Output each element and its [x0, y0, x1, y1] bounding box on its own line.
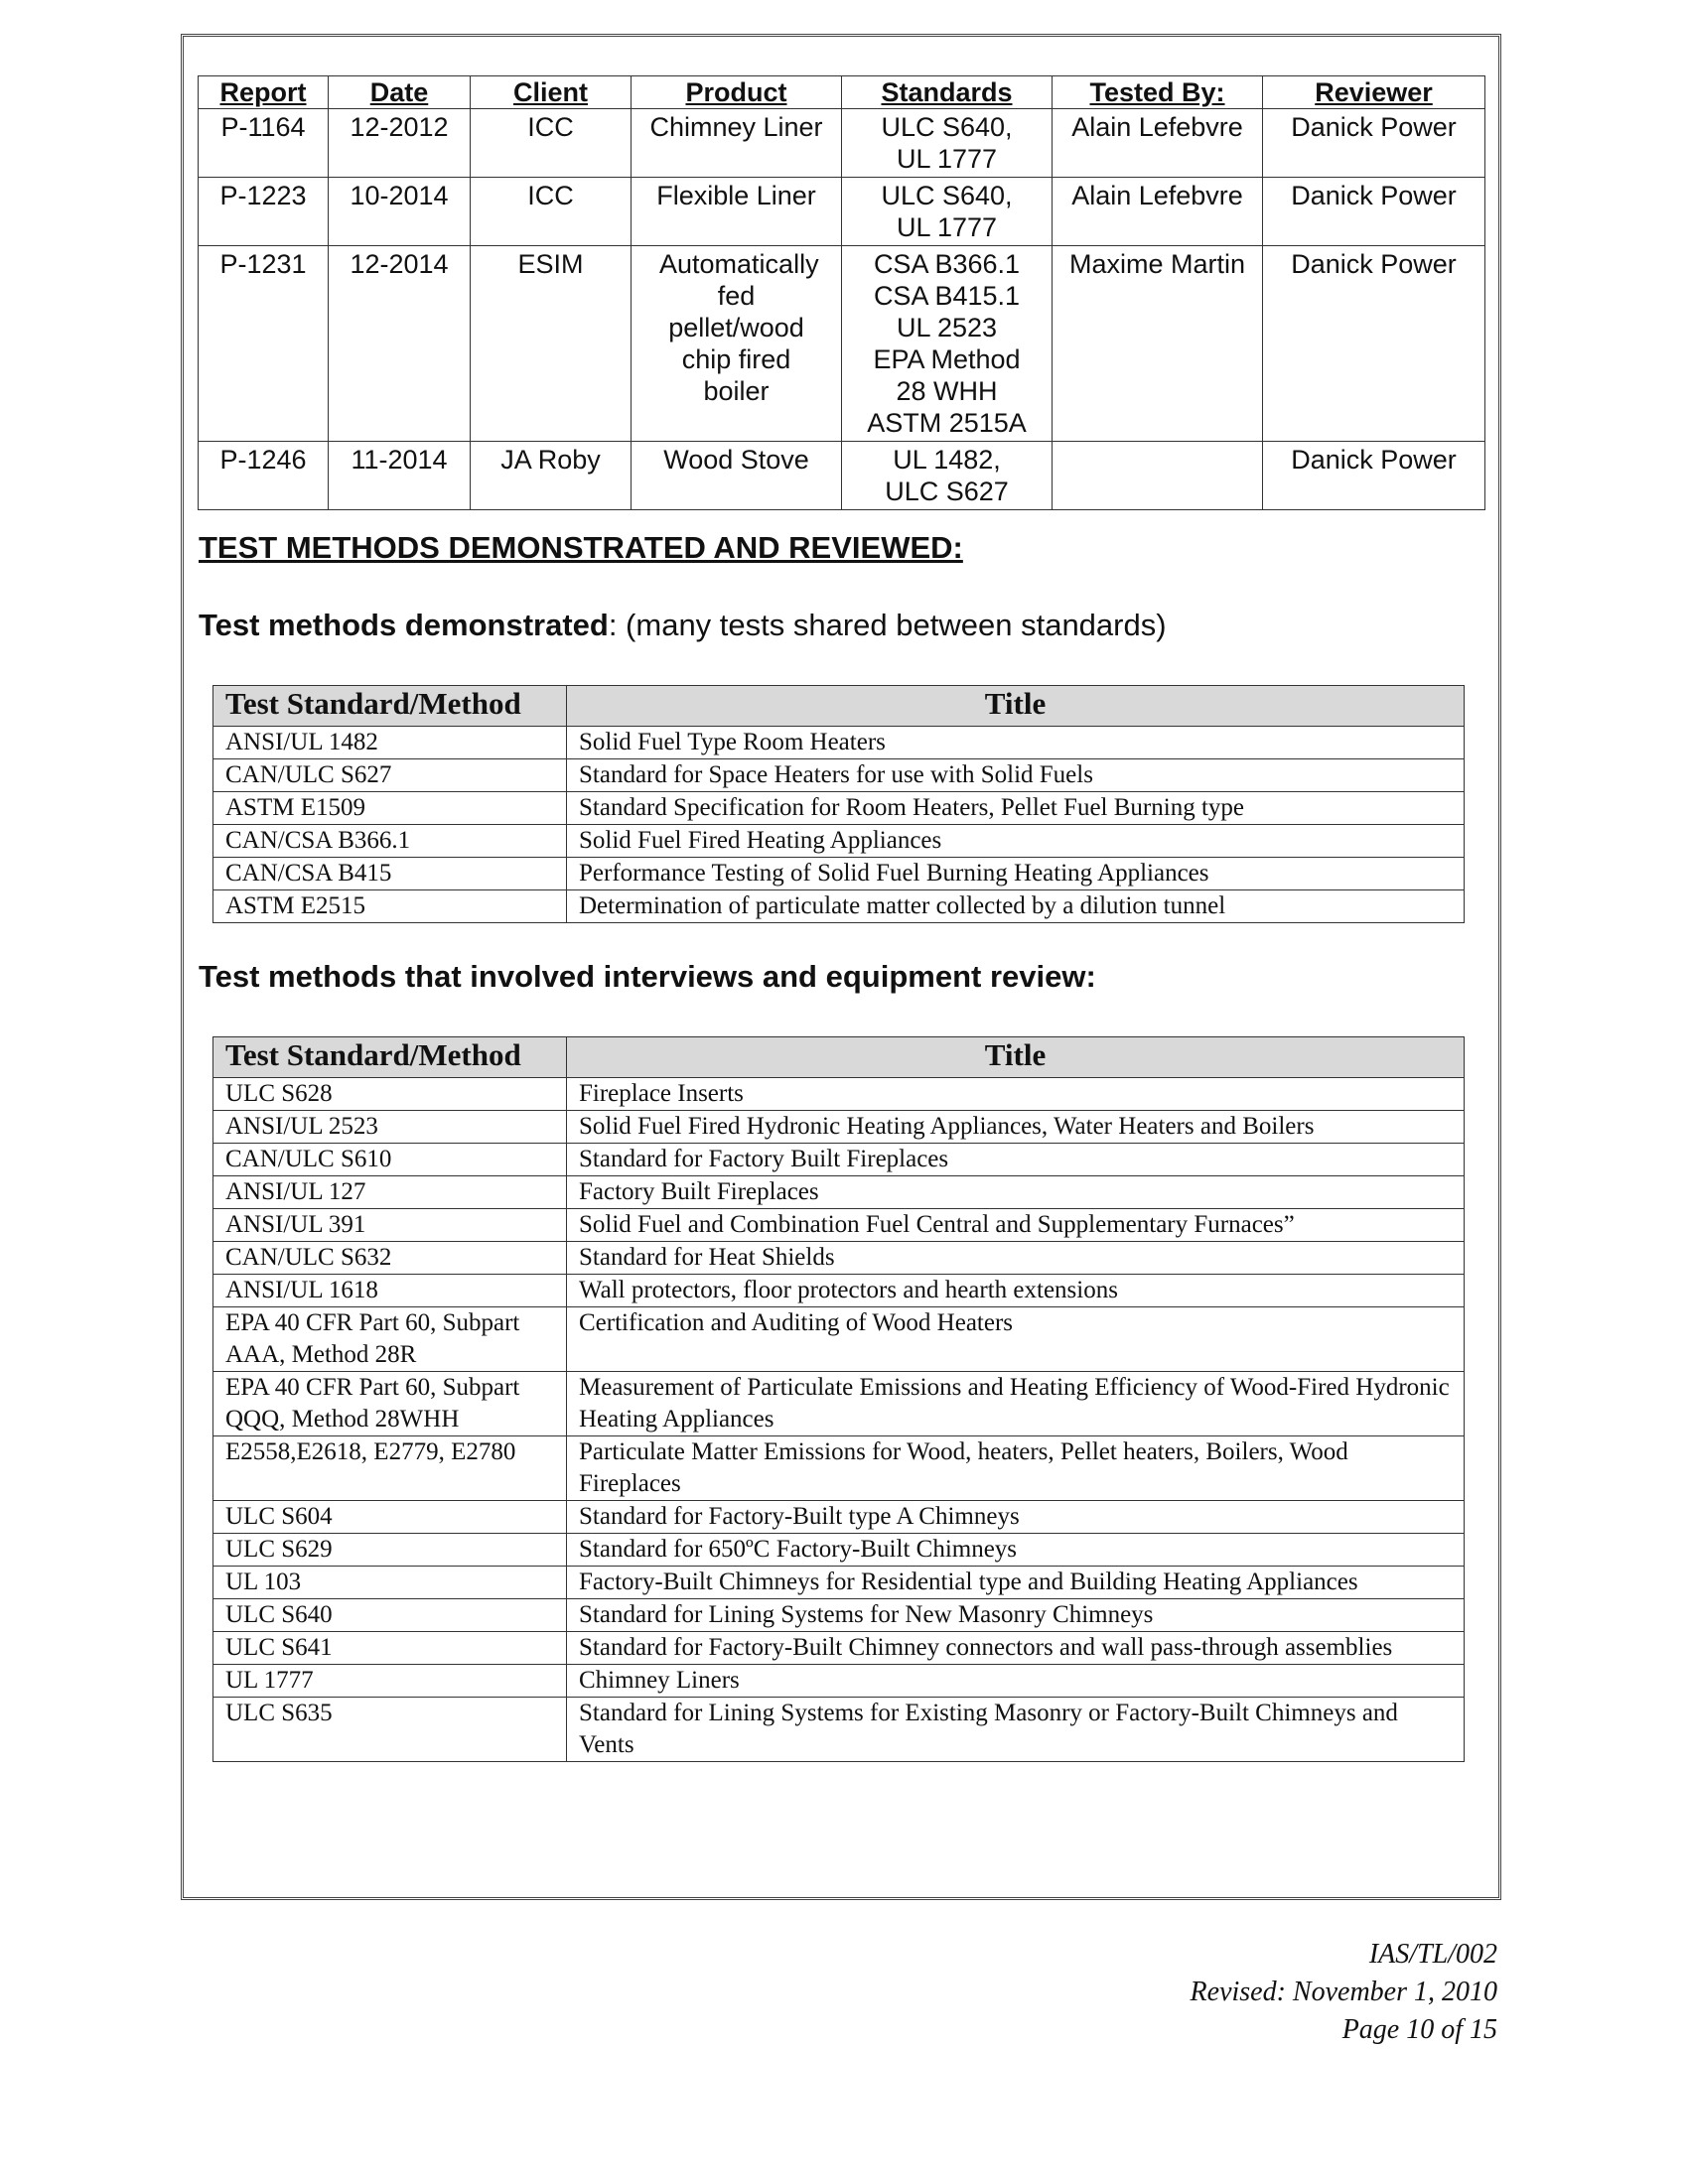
interviews-heading [199, 959, 1096, 995]
col-title: Title [567, 1037, 1465, 1078]
table-row [213, 1436, 1465, 1501]
standard-line: ULC S627 [885, 477, 1009, 506]
report-standards [842, 109, 1053, 178]
report-tested-by [1053, 442, 1263, 510]
table-row [213, 1078, 1465, 1111]
method-id: ULC S635 [213, 1698, 567, 1762]
report-product: Flexible Liner [632, 178, 842, 246]
table-row [213, 1567, 1465, 1599]
method-title: Standard for Factory Built Fireplaces [567, 1144, 1465, 1176]
col-tested-by: Tested By: [1053, 76, 1263, 109]
method-title: Measurement of Particulate Emissions and Heating Efficiency of Wood-Fired Hydronic Heating Appliances [567, 1372, 1465, 1436]
method-id: CAN/ULC S632 [213, 1242, 567, 1275]
report-reviewer: Danick Power [1263, 178, 1485, 246]
standard-line: ULC S640, [881, 112, 1013, 142]
table-row [213, 1534, 1465, 1567]
method-id: ASTM E2515 [213, 890, 567, 923]
col-test-standard: Test Standard/Method [213, 1037, 567, 1078]
method-title: Standard for Heat Shields [567, 1242, 1465, 1275]
report-product: Chimney Liner [632, 109, 842, 178]
report-standards [842, 246, 1053, 442]
standard-line: UL 1777 [896, 212, 998, 242]
standard-line: EPA Method 28 WHH [873, 344, 1021, 406]
method-title: Solid Fuel Type Room Heaters [567, 727, 1465, 759]
interviews-heading-text: Test methods that involved interviews and equipment review: [199, 959, 1096, 994]
table-row [213, 825, 1465, 858]
col-reviewer: Reviewer [1263, 76, 1485, 109]
standard-line: ASTM 2515A [867, 408, 1027, 438]
report-id: P-1231 [199, 246, 329, 442]
method-id: ULC S629 [213, 1534, 567, 1567]
table-row [213, 1501, 1465, 1534]
method-id: ANSI/UL 1482 [213, 727, 567, 759]
table-row [213, 792, 1465, 825]
method-title: Certification and Auditing of Wood Heaters [567, 1307, 1465, 1372]
method-id: EPA 40 CFR Part 60, Subpart AAA, Method 28R [213, 1307, 567, 1372]
standard-line: ULC S640, [881, 181, 1013, 210]
table-row [213, 1599, 1465, 1632]
method-title: Solid Fuel Fired Hydronic Heating Appliances, Water Heaters and Boilers [567, 1111, 1465, 1144]
method-title: Solid Fuel and Combination Fuel Central and Supplementary Furnaces” [567, 1209, 1465, 1242]
table-row [199, 246, 1485, 442]
table-row [213, 1242, 1465, 1275]
interview-methods-table [212, 1036, 1465, 1762]
col-report: Report [199, 76, 329, 109]
section-heading: TEST METHODS DEMONSTRATED AND REVIEWED: [199, 530, 963, 565]
method-id: ULC S641 [213, 1632, 567, 1665]
standard-line: UL 1482, [893, 445, 1001, 475]
col-title: Title [567, 686, 1465, 727]
method-title: Determination of particulate matter collected by a dilution tunnel [567, 890, 1465, 923]
reports-header-row [199, 76, 1485, 109]
report-tested-by: Maxime Martin [1053, 246, 1263, 442]
table-row [199, 178, 1485, 246]
method-id: ANSI/UL 127 [213, 1176, 567, 1209]
method-id: UL 1777 [213, 1665, 567, 1698]
report-client: ICC [471, 178, 632, 246]
col-test-standard: Test Standard/Method [213, 686, 567, 727]
reports-table [198, 75, 1485, 510]
demonstrated-heading-bold: Test methods demonstrated [199, 608, 609, 642]
method-title: Standard for Factory-Built Chimney connectors and wall pass-through assemblies [567, 1632, 1465, 1665]
method-id: E2558,E2618, E2779, E2780 [213, 1436, 567, 1501]
col-standards: Standards [842, 76, 1053, 109]
col-product: Product [632, 76, 842, 109]
method-id: CAN/CSA B366.1 [213, 825, 567, 858]
methods-header-row [213, 1037, 1465, 1078]
report-id: P-1223 [199, 178, 329, 246]
table-row [213, 1111, 1465, 1144]
demonstrated-heading [199, 608, 1167, 643]
method-title: Standard for 650ºC Factory-Built Chimneys [567, 1534, 1465, 1567]
report-reviewer: Danick Power [1263, 246, 1485, 442]
method-id: ANSI/UL 2523 [213, 1111, 567, 1144]
method-id: ULC S640 [213, 1599, 567, 1632]
report-date: 11-2014 [329, 442, 471, 510]
table-row [213, 1144, 1465, 1176]
method-id: CAN/ULC S627 [213, 759, 567, 792]
method-title: Standard for Space Heaters for use with Solid Fuels [567, 759, 1465, 792]
report-product: Automatically fed pellet/wood chip fired boiler [632, 246, 842, 442]
report-reviewer: Danick Power [1263, 109, 1485, 178]
method-id: EPA 40 CFR Part 60, Subpart QQQ, Method 28WHH [213, 1372, 567, 1436]
report-client: JA Roby [471, 442, 632, 510]
document-id: IAS/TL/002 [1368, 1939, 1497, 1970]
col-date: Date [329, 76, 471, 109]
demonstrated-heading-note: : (many tests shared between standards) [608, 608, 1167, 642]
report-tested-by: Alain Lefebvre [1053, 178, 1263, 246]
method-title: Chimney Liners [567, 1665, 1465, 1698]
table-row [213, 727, 1465, 759]
report-date: 10-2014 [329, 178, 471, 246]
method-title: Factory-Built Chimneys for Residential type and Building Heating Appliances [567, 1567, 1465, 1599]
table-row [213, 1176, 1465, 1209]
report-standards [842, 178, 1053, 246]
method-title: Particulate Matter Emissions for Wood, heaters, Pellet heaters, Boilers, Wood Fireplaces [567, 1436, 1465, 1501]
table-row [213, 759, 1465, 792]
method-title: Standard for Lining Systems for Existing Masonry or Factory-Built Chimneys and Vents [567, 1698, 1465, 1762]
table-row [213, 1665, 1465, 1698]
method-id: ASTM E1509 [213, 792, 567, 825]
col-client: Client [471, 76, 632, 109]
method-title: Performance Testing of Solid Fuel Burning Heating Appliances [567, 858, 1465, 890]
revision-date: Revised: November 1, 2010 [1190, 1977, 1497, 2007]
table-row [213, 1632, 1465, 1665]
table-row [213, 1209, 1465, 1242]
report-id: P-1246 [199, 442, 329, 510]
standard-line: UL 2523 [896, 313, 998, 342]
method-title: Fireplace Inserts [567, 1078, 1465, 1111]
table-row [213, 1372, 1465, 1436]
table-row [213, 890, 1465, 923]
standard-line: CSA B366.1 [873, 249, 1021, 279]
method-id: ANSI/UL 391 [213, 1209, 567, 1242]
report-product: Wood Stove [632, 442, 842, 510]
table-row [213, 1698, 1465, 1762]
method-title: Factory Built Fireplaces [567, 1176, 1465, 1209]
method-title: Wall protectors, floor protectors and hearth extensions [567, 1275, 1465, 1307]
report-client: ESIM [471, 246, 632, 442]
report-date: 12-2012 [329, 109, 471, 178]
demonstrated-methods-table [212, 685, 1465, 923]
table-row [213, 1275, 1465, 1307]
methods-header-row [213, 686, 1465, 727]
report-client: ICC [471, 109, 632, 178]
method-id: CAN/CSA B415 [213, 858, 567, 890]
report-date: 12-2014 [329, 246, 471, 442]
method-title: Solid Fuel Fired Heating Appliances [567, 825, 1465, 858]
report-id: P-1164 [199, 109, 329, 178]
method-title: Standard for Factory-Built type A Chimneys [567, 1501, 1465, 1534]
page-footer [1191, 1936, 1497, 2049]
report-standards [842, 442, 1053, 510]
standard-line: CSA B415.1 [873, 281, 1021, 311]
table-row [213, 1307, 1465, 1372]
page-number: Page 10 of 15 [1341, 2014, 1497, 2045]
method-id: ULC S604 [213, 1501, 567, 1534]
method-id: CAN/ULC S610 [213, 1144, 567, 1176]
method-id: ANSI/UL 1618 [213, 1275, 567, 1307]
method-title: Standard Specification for Room Heaters, Pellet Fuel Burning type [567, 792, 1465, 825]
table-row [199, 109, 1485, 178]
report-tested-by: Alain Lefebvre [1053, 109, 1263, 178]
table-row [213, 858, 1465, 890]
method-id: ULC S628 [213, 1078, 567, 1111]
table-row [199, 442, 1485, 510]
standard-line: UL 1777 [896, 144, 998, 174]
report-reviewer: Danick Power [1263, 442, 1485, 510]
method-id: UL 103 [213, 1567, 567, 1599]
method-title: Standard for Lining Systems for New Masonry Chimneys [567, 1599, 1465, 1632]
